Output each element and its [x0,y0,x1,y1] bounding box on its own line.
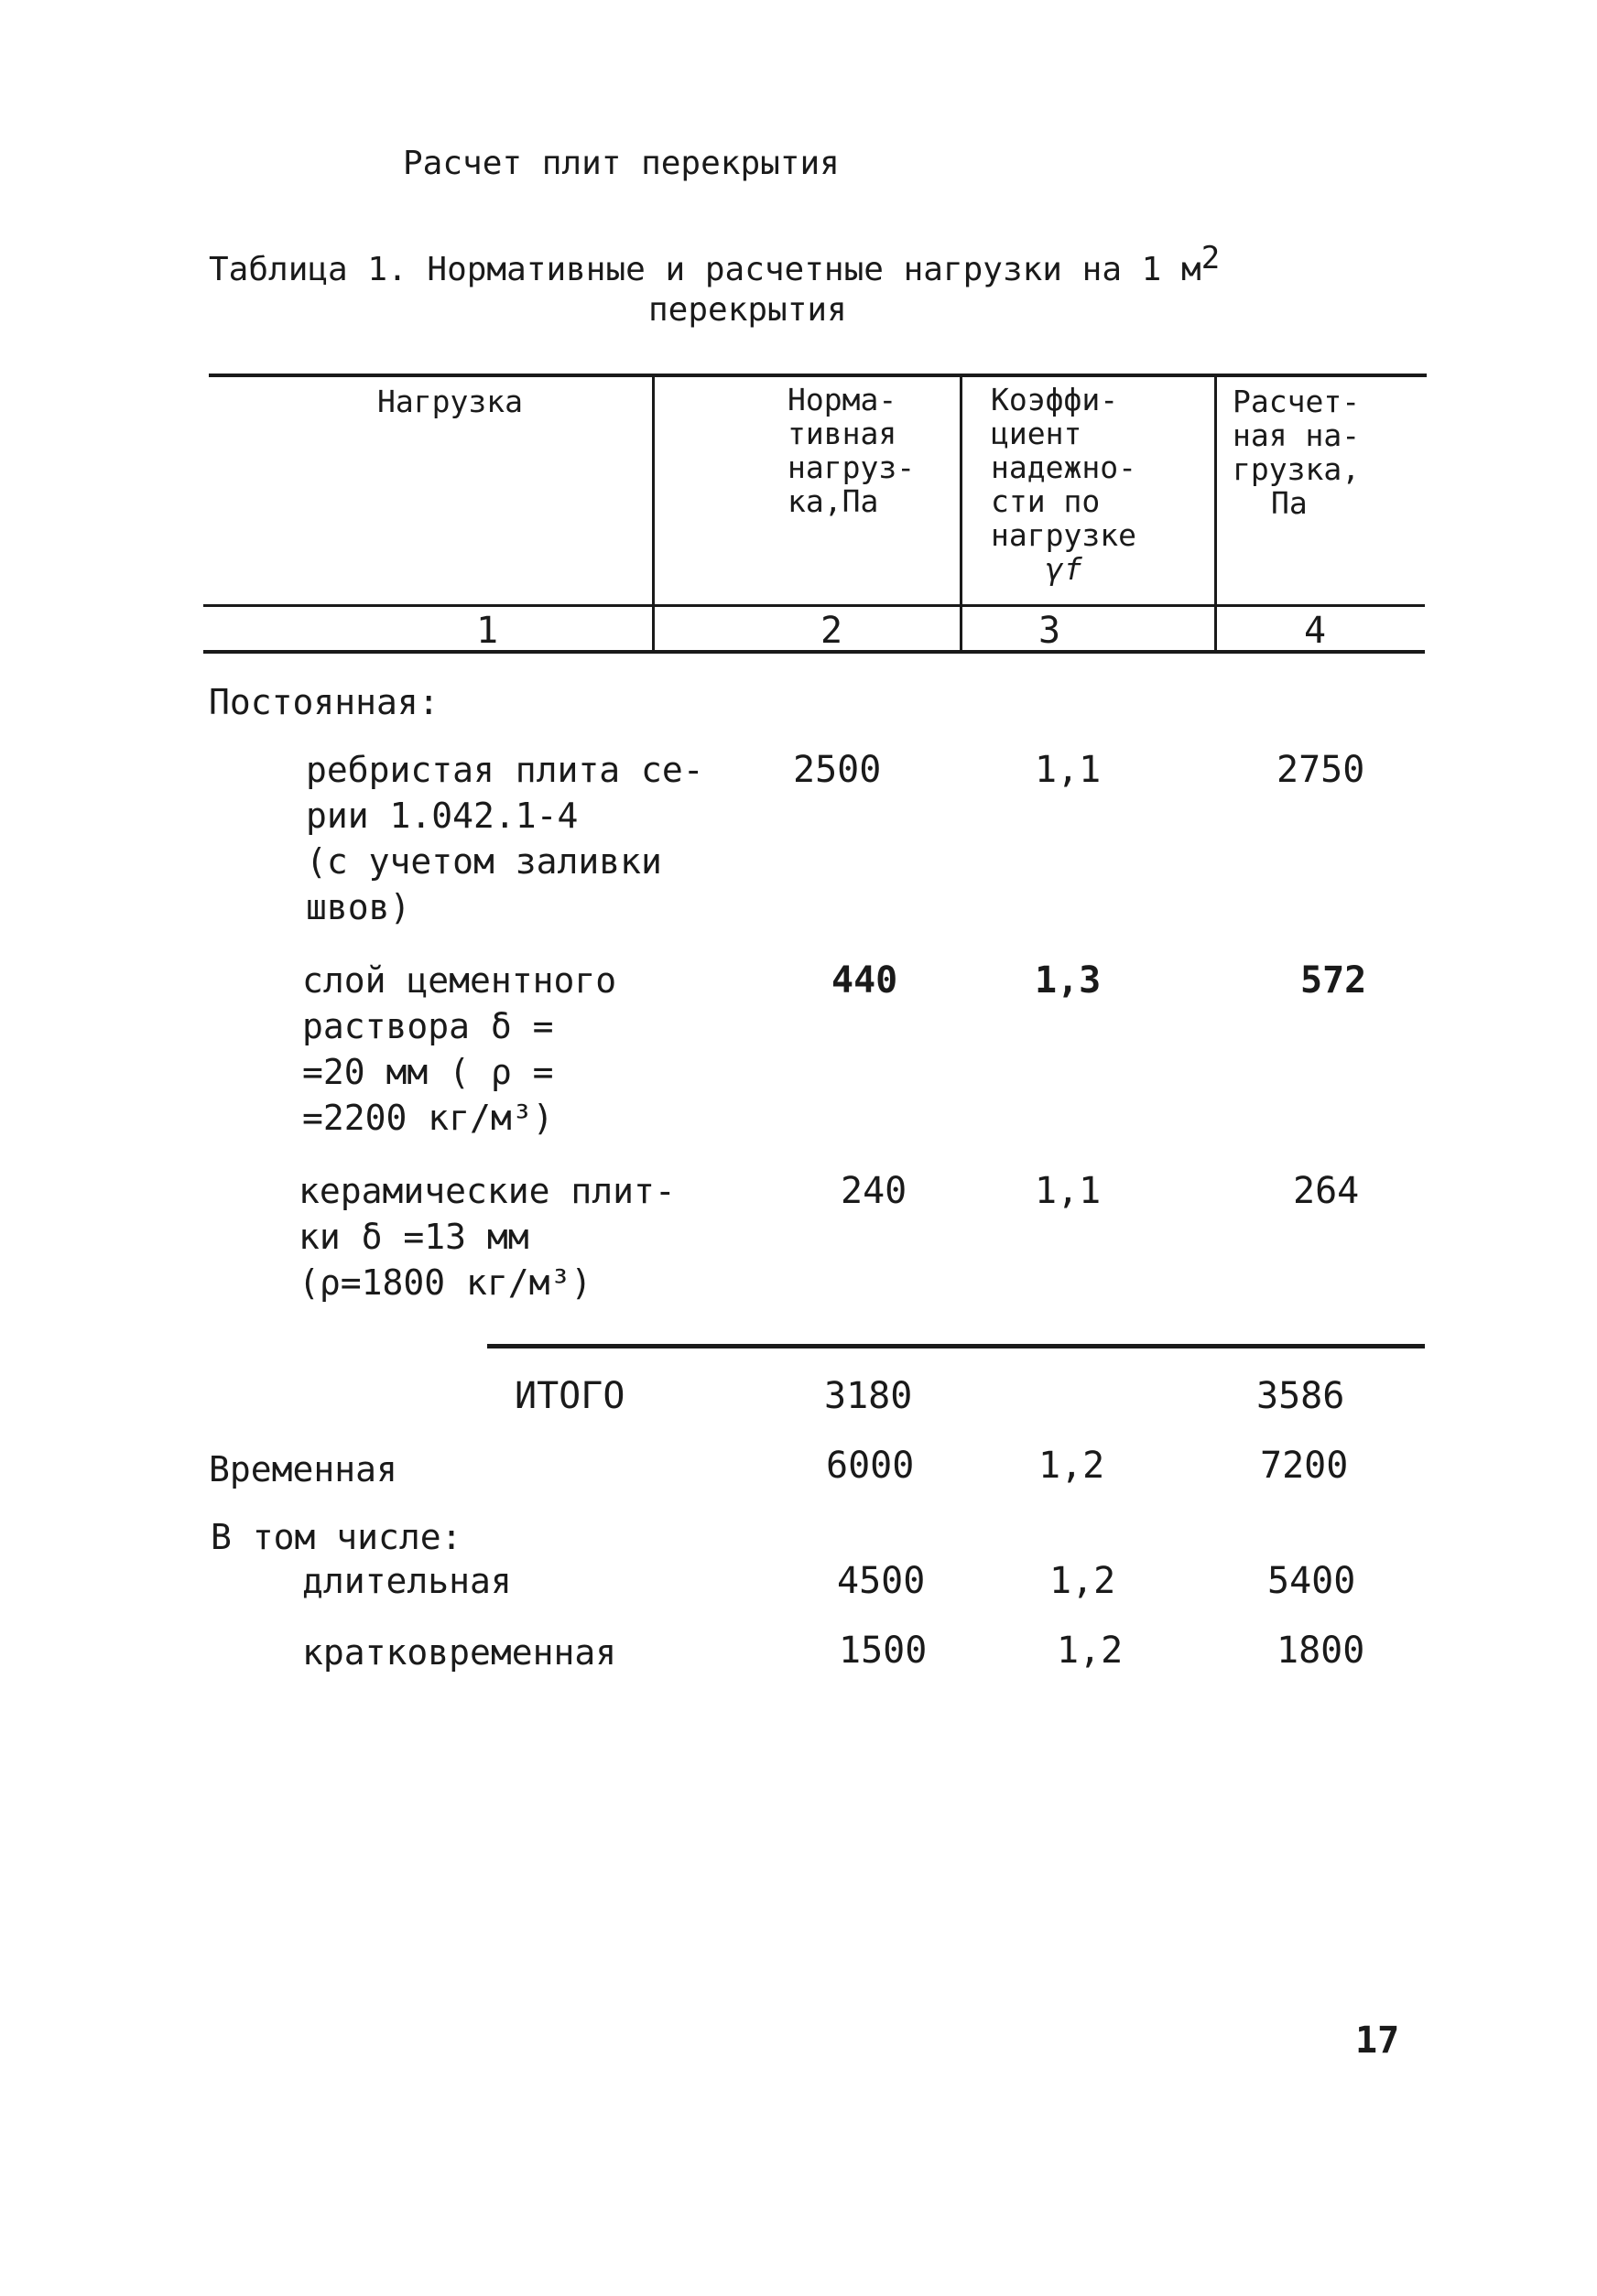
long-term-design: 5400 [1267,1560,1356,1602]
row-cement-layer-label [302,958,616,1141]
including-label: В том числе: [211,1517,462,1557]
short-term-design: 1800 [1277,1630,1365,1672]
temporary-label: Временная [209,1449,397,1489]
row-label-line: керамические плит- [299,1171,676,1211]
temporary-normative: 6000 [826,1445,915,1487]
row-cement-layer-coef: 1,3 [1035,959,1102,1002]
row-ribbed-slab-design: 2750 [1277,749,1365,791]
header-design-line: Па [1271,485,1308,521]
table-caption-text: Таблица 1. Нормативные и расчетные нагрузки на 1 м [209,251,1201,288]
table-caption-superscript: 2 [1200,240,1221,276]
row-cement-layer-design: 572 [1300,959,1367,1002]
row-label-line: раствора δ = [302,1006,554,1046]
col-divider-3 [1214,375,1217,652]
row-label-line: ки δ =13 мм [299,1217,529,1257]
row-label-line: =2200 кг/м³) [302,1098,554,1138]
header-bottom-rule [203,604,1425,607]
row-label-line: (ρ=1800 кг/м³) [299,1262,592,1303]
col-divider-2 [960,375,962,652]
header-design-line: грузка, [1233,451,1361,487]
column-number-1: 1 [476,610,499,652]
row-label-line: швов) [306,887,411,927]
section-constant-label: Постоянная: [209,682,440,722]
header-coefficient-line: сти по [991,483,1101,519]
header-coefficient [991,383,1136,586]
header-normative-line: нагруз- [788,449,916,485]
colnum-bottom-rule [203,650,1425,654]
total-label: ИТОГО [515,1375,625,1417]
total-normative: 3180 [824,1375,913,1417]
row-ceramic-tiles-label [299,1168,676,1305]
row-label-line: ребристая плита се- [306,750,704,790]
row-label-line: слой цементного [302,960,617,1001]
row-ribbed-slab-label [306,747,704,930]
short-term-label: кратковременная [302,1632,617,1673]
row-ceramic-tiles-normative: 240 [841,1170,907,1212]
header-coefficient-line: нагрузке [991,517,1136,553]
column-number-3: 3 [1038,610,1061,652]
row-cement-layer-normative: 440 [831,959,898,1002]
total-design: 3586 [1256,1375,1345,1417]
row-ceramic-tiles-design: 264 [1293,1170,1360,1212]
header-normative-line: тивная [788,416,897,451]
header-coefficient-line: циент [991,416,1082,451]
temporary-design: 7200 [1260,1445,1349,1487]
short-term-normative: 1500 [839,1630,928,1672]
short-term-coef: 1,2 [1057,1630,1124,1672]
long-term-normative: 4500 [837,1560,926,1602]
temporary-coef: 1,2 [1038,1445,1105,1487]
column-number-2: 2 [820,610,843,652]
row-ceramic-tiles-coef: 1,1 [1035,1170,1102,1212]
table-caption [209,240,1220,288]
header-coefficient-symbol: γf [1046,551,1082,587]
column-number-4: 4 [1304,610,1327,652]
header-coefficient-line: Коэффи- [991,382,1119,417]
row-ribbed-slab-coef: 1,1 [1035,749,1102,791]
header-load-line: Нагрузка [377,384,523,419]
row-label-line: рии 1.042.1-4 [306,796,579,836]
row-ribbed-slab-normative: 2500 [793,749,882,791]
header-normative-line: Норма- [788,382,897,417]
header-normative [788,383,915,518]
table-caption-line2: перекрытия [648,291,847,329]
header-coefficient-line: надежно- [991,449,1136,485]
total-rule [487,1344,1425,1348]
long-term-coef: 1,2 [1049,1560,1116,1602]
header-load [377,384,523,418]
header-design [1233,384,1360,520]
col-divider-1 [652,375,655,652]
page-number: 17 [1355,2020,1400,2062]
table-top-rule [209,374,1427,377]
section-heading: Расчет плит перекрытия [403,145,840,182]
long-term-label: длительная [302,1561,512,1601]
row-label-line: (с учетом заливки [306,841,662,882]
header-design-line: ная на- [1233,417,1361,453]
header-normative-line: ка,Па [788,483,879,519]
row-label-line: =20 мм ( ρ = [302,1052,554,1092]
header-design-line: Расчет- [1233,384,1361,419]
